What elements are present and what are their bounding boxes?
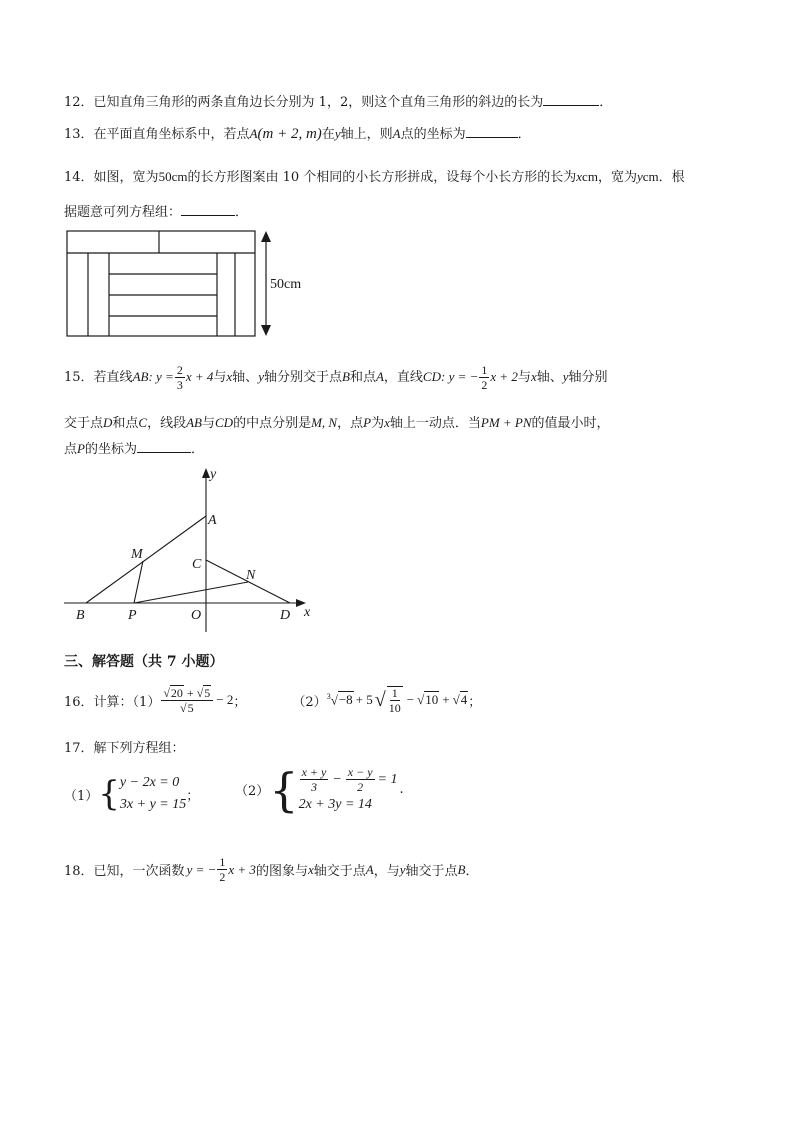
radicand: 5: [204, 685, 211, 700]
question-text: 为: [371, 416, 385, 431]
math-var: M, N: [311, 415, 338, 430]
frac-den: 2: [219, 870, 226, 884]
question-text: 已知直角三角形的两条直角边长分别为 1，2，则这个直角三角形的斜边的长为: [93, 95, 544, 110]
question-number: 15．: [64, 370, 94, 385]
label-o: O: [191, 608, 202, 623]
part-label: （2）: [235, 784, 270, 799]
math-var: y: [334, 126, 341, 141]
equation: 3x + y = 15: [119, 797, 187, 812]
question-15-line2: [64, 412, 610, 431]
dimension-label: 50cm: [270, 277, 302, 292]
question-number: 12．: [64, 95, 94, 110]
sqrt: [203, 687, 211, 699]
question-text: ，线段: [147, 416, 187, 431]
question-text: ，直线: [383, 370, 423, 385]
math-value: 50cm: [158, 169, 188, 184]
question-text: 据题意可列方程组：: [64, 205, 182, 220]
math-var: D: [103, 415, 113, 430]
label-d: D: [280, 608, 291, 623]
equation: 2x + 3y = 14: [298, 797, 372, 812]
question-text: 轴分别交于点: [263, 370, 342, 385]
punct: ．: [599, 95, 613, 110]
math-var: CD: [422, 369, 441, 384]
label-p: P: [128, 608, 137, 623]
radicand: −8: [338, 692, 353, 708]
part-label: （2）: [292, 694, 327, 710]
question-text: 轴上，则: [340, 127, 393, 142]
question-text: 点的坐标为: [400, 127, 466, 142]
answer-blank: [137, 440, 191, 453]
question-text: 在: [321, 127, 335, 142]
math-expr: x + 3: [228, 861, 256, 877]
question-number: 18．: [64, 864, 94, 879]
question-14-line1: [64, 166, 685, 185]
punct: ．: [190, 442, 204, 457]
math-expr: − 2: [216, 692, 234, 707]
math-var: A: [375, 369, 384, 384]
question-text: 的中点分别是: [233, 416, 312, 431]
question-12: [64, 91, 612, 110]
fraction: [300, 766, 329, 793]
question-text: 解下列方程组：: [93, 741, 185, 756]
label-n: N: [246, 568, 256, 583]
question-text: 轴、: [536, 370, 563, 385]
math-var: x: [307, 861, 314, 877]
answer-blank: [543, 93, 599, 106]
math-coords: (m + 2, m): [257, 126, 322, 142]
question-text: 轴交于点: [405, 864, 458, 879]
frac-den: 3: [310, 780, 317, 794]
math-expr: y = −: [186, 861, 217, 877]
math-expr: + 5: [355, 692, 373, 707]
frac-num: x − y: [347, 765, 373, 779]
fraction: [346, 766, 375, 793]
fraction: [161, 687, 213, 714]
question-text: 轴交于点: [313, 864, 366, 879]
arrow-up-icon: [261, 231, 271, 242]
math-var: x: [226, 369, 233, 384]
fraction: [217, 856, 227, 883]
question-text: ，点: [337, 416, 364, 431]
operator: −: [332, 771, 342, 787]
math-var: y: [399, 861, 406, 877]
math-expr: x + 4: [185, 369, 214, 384]
question-text: 的坐标为: [84, 442, 137, 457]
frac-num: 1: [481, 363, 488, 377]
math-unit: cm: [582, 169, 598, 184]
math-var: y: [636, 169, 643, 184]
math-var: P: [363, 415, 372, 430]
sqrt: [338, 692, 354, 708]
math-expr: = 1: [377, 771, 398, 787]
question-number: 14．: [64, 170, 94, 185]
frac-den: √5: [180, 700, 194, 715]
question-text: 的长方形图案由 10 个相同的小长方形拼成，设每个小长方形的长为: [187, 170, 577, 185]
outer-rectangle: [67, 231, 255, 336]
frac-den: 3: [176, 378, 183, 392]
sqrt-sign: √: [374, 688, 386, 711]
question-text: 轴分别: [568, 370, 608, 385]
punct: ；: [233, 694, 247, 710]
question-text: 的值最小时，: [531, 416, 610, 431]
y-axis-arrow-icon: [202, 468, 210, 478]
question-17-system-1: [64, 772, 199, 816]
question-text: 若直线: [93, 370, 133, 385]
punct: ．: [235, 205, 249, 220]
question-text: ，与: [373, 864, 400, 879]
question-text: 与: [202, 416, 216, 431]
math-var: CD: [215, 415, 234, 430]
sqrt: [187, 702, 195, 714]
question-16: [64, 686, 481, 714]
question-text: ．根: [658, 170, 685, 185]
frac-den: 2: [481, 378, 488, 392]
question-number: 13．: [64, 127, 94, 142]
math-var: x: [530, 369, 537, 384]
question-13: [64, 123, 531, 143]
math-var: P: [77, 441, 85, 456]
math-var: y: [562, 369, 569, 384]
label-x: x: [304, 605, 311, 620]
math-expr: : y =: [148, 369, 174, 384]
question-text: 点: [64, 442, 78, 457]
fraction: [387, 686, 403, 714]
math-var: B: [341, 369, 350, 384]
part-label: （1）: [64, 788, 99, 804]
answer-blank: [181, 203, 235, 216]
label-y: y: [210, 467, 217, 482]
frac-num: √20 + √5: [161, 687, 213, 701]
question-14-line2: [64, 201, 248, 220]
math-var: AB: [186, 415, 202, 430]
question-text: 已知，一次函数: [93, 864, 185, 879]
math-var: x: [384, 415, 390, 430]
frac-den: 10: [388, 701, 401, 715]
question-text: 和点: [349, 370, 376, 385]
left-brace-icon: {: [98, 774, 120, 814]
rectangle-figure: [64, 228, 314, 340]
question-18: [64, 856, 478, 883]
question-17: [64, 737, 185, 756]
punct: ；: [468, 694, 482, 710]
question-text: 和点: [112, 416, 139, 431]
question-text: 计算：（1）: [93, 694, 161, 710]
sqrt: √10: [417, 692, 439, 707]
radicand: 5: [187, 700, 194, 715]
radicand: 20: [170, 685, 183, 700]
frac-num: x + y: [301, 765, 327, 779]
frac-den: 2: [357, 780, 364, 794]
left-brace-icon: {: [269, 762, 299, 817]
operator: +: [186, 685, 194, 700]
radicand: 4: [460, 692, 468, 707]
question-text: ，宽为: [597, 170, 637, 185]
root-index: 3: [326, 691, 331, 701]
equation-system: [299, 766, 398, 813]
operator: −: [406, 692, 415, 707]
punct: ；: [186, 788, 200, 804]
equation-system: [120, 772, 186, 816]
punct: .: [399, 782, 404, 797]
question-15-line3: [64, 438, 204, 457]
question-text: 与: [517, 370, 531, 385]
question-17-system-2: [235, 762, 404, 817]
answer-blank: [466, 125, 518, 138]
question-text: 与: [213, 370, 227, 385]
segment-pn: [134, 582, 248, 603]
math-var: y: [258, 369, 264, 384]
math-var: C: [138, 415, 148, 430]
line-ab: [86, 516, 206, 603]
punct: ．: [465, 864, 479, 879]
math-var: A: [392, 126, 401, 141]
label-m: M: [131, 547, 143, 562]
question-text: 轴上一动点．当: [389, 416, 481, 431]
math-var: x: [576, 169, 583, 184]
frac-num: 1: [391, 686, 398, 700]
punct: ．: [517, 127, 531, 142]
fraction: [175, 364, 185, 391]
fraction: [479, 364, 489, 391]
question-15-line1: [64, 362, 608, 393]
equation: y − 2x = 0: [119, 775, 180, 790]
label-b: B: [76, 608, 85, 623]
question-number: 17．: [64, 741, 94, 756]
math-expr: x + 2: [490, 369, 518, 384]
label-c: C: [192, 557, 202, 572]
coordinate-figure: [60, 464, 330, 636]
math-expr: PM + PN: [480, 415, 532, 430]
question-text: 轴、: [232, 370, 259, 385]
question-text: 交于点: [64, 416, 104, 431]
sqrt: √4: [452, 692, 468, 707]
arrow-down-icon: [261, 325, 271, 336]
section-title: 三、解答题（共 7 小题）: [64, 654, 224, 670]
radicand: 10: [425, 692, 439, 707]
frac-num: 1: [219, 855, 226, 869]
math-unit: cm: [642, 169, 659, 184]
math-expr: : y = −: [440, 369, 479, 384]
equation: [299, 766, 398, 793]
question-text: 在平面直角坐标系中，若点: [93, 127, 250, 142]
math-var: AB: [132, 369, 149, 384]
operator: +: [442, 692, 450, 707]
cube-root: $^3$√−8: [326, 691, 353, 708]
math-var: B: [457, 861, 466, 877]
math-var: A: [249, 126, 258, 141]
question-number: 16．: [64, 694, 94, 710]
math-var: A: [365, 861, 374, 877]
frac-num: 2: [176, 363, 183, 377]
question-text: 的图象与: [255, 864, 308, 879]
question-text: 如图，宽为: [93, 170, 159, 185]
label-a: A: [208, 513, 217, 528]
sqrt: [170, 687, 184, 699]
